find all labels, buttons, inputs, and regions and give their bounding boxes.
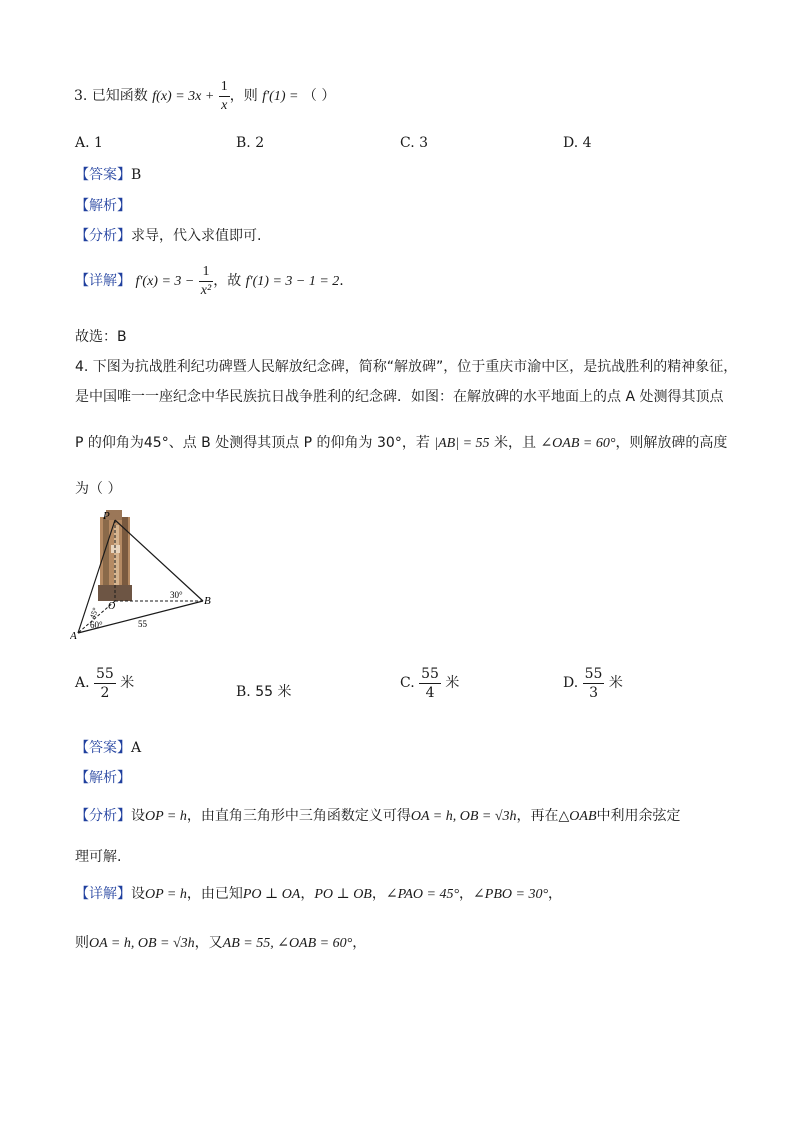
q4-detail-sep3: ， xyxy=(459,886,474,902)
q4-fenxi-a: 设 xyxy=(131,808,145,824)
q4-fenxi-tag: 【分析】 xyxy=(75,808,131,824)
q3-detail-line xyxy=(75,260,344,302)
label-angle-a: 60° xyxy=(90,620,103,630)
q4-option-d-unit: 米 xyxy=(608,675,623,691)
q3-answer-tag: 【答案】 xyxy=(75,167,131,183)
q4-option-a-unit: 米 xyxy=(120,675,135,691)
q4-stem-line2: 是中国唯一一座纪念中华民族抗日战争胜利的纪念碑．如图：在解放碑的水平地面上的点 A 处测得其顶点 xyxy=(75,389,724,405)
q3-fenxi-line xyxy=(75,225,261,245)
label-b: B xyxy=(204,595,211,607)
q4-detail-m1: OP = h xyxy=(145,887,187,902)
q4-fenxi-m3: △OAB xyxy=(558,809,597,824)
q4-option-b-text: 55 米 xyxy=(255,684,292,700)
q4-line3-ab: |AB| = 55 xyxy=(434,436,490,451)
q3-function: f(x) = 3x + xyxy=(152,89,215,104)
q4-stem-line1: 4. 下图为抗战胜利纪功碑暨人民解放纪念碑，简称“解放碑”，位于重庆市渝中区，是抗战胜利的精神象征， xyxy=(75,359,738,375)
q4-fenxi-m2: OA = h, OB = √3h xyxy=(410,809,517,824)
q3-fenxi: 求导，代入求值即可. xyxy=(131,228,262,244)
q4-line3-a: P 的仰角为45°、点 B 处测得其顶点 P 的仰角为 30°，若 xyxy=(75,435,430,451)
q4-detail-m2: PO ⊥ OA xyxy=(242,887,301,902)
q4-detail-m5: ∠PBO = 30° xyxy=(473,887,549,902)
q4-last-m2: AB = 55, ∠OAB = 60° xyxy=(222,936,353,951)
q4-figure xyxy=(70,505,220,645)
q4-option-c-fraction xyxy=(419,665,441,702)
label-angle-b: 30° xyxy=(170,590,183,600)
q3-detail-frac-den: x² xyxy=(200,282,212,298)
q3-detail-lhs: f′(x) = 3 − xyxy=(135,274,195,289)
q4-detail-sep1: ， xyxy=(300,886,315,902)
q4-detail-a: 设 xyxy=(131,886,145,902)
q3-detail-mid: ，故 xyxy=(213,273,242,289)
label-o: O xyxy=(108,601,116,612)
q3-option-d: D. 4 xyxy=(563,135,592,151)
q4-stem-line3 xyxy=(75,432,727,452)
label-angle-a2: 45° xyxy=(87,606,101,621)
q3-stem xyxy=(74,76,335,116)
q4-fenxi-line xyxy=(75,805,681,825)
q3-choose: 故选：B xyxy=(75,329,127,345)
q3-suffix: ，则 xyxy=(229,88,258,104)
q3-frac-den: x xyxy=(221,97,228,113)
q3-answer: B xyxy=(131,167,142,183)
q4-fenxi-d: 中利用余弦定 xyxy=(596,808,681,824)
q4-option-c-prefix: C. xyxy=(400,675,420,691)
monument-diagram xyxy=(70,505,220,645)
label-p: P xyxy=(103,510,110,522)
q3-answer-line xyxy=(75,164,141,184)
q4-detail-sep2: ， xyxy=(371,886,386,902)
q4-option-b-prefix: B. xyxy=(236,684,256,700)
q4-detail-sep4: ， xyxy=(548,886,563,902)
q4-option-a-prefix: A. xyxy=(75,675,95,691)
q4-detail-tag: 【详解】 xyxy=(75,886,131,902)
q4-answer: A xyxy=(131,740,142,756)
q4-option-c-unit: 米 xyxy=(445,675,460,691)
label-a: A xyxy=(70,630,77,642)
q4-option-c-den: 4 xyxy=(425,684,435,701)
q3-frac-num: 1 xyxy=(219,78,230,97)
q4-last-m1: OA = h, OB = √3h xyxy=(89,936,195,951)
q4-option-d-fraction xyxy=(583,665,605,702)
q3-ask: f′(1) = xyxy=(262,89,299,104)
q3-paren: （ ） xyxy=(302,88,336,104)
q4-line3-c: ，则解放碑的高度 xyxy=(615,435,728,451)
label-side-ab: 55 xyxy=(138,619,147,629)
q4-line3-b: 米，且 xyxy=(493,435,536,451)
q4-option-d-num: 55 xyxy=(584,665,603,682)
q4-detail-m4: ∠PAO = 45° xyxy=(385,887,460,902)
q3-number: 3. xyxy=(74,88,92,104)
q4-last-line xyxy=(75,932,366,952)
q4-fenxi-c: ，再在 xyxy=(516,808,559,824)
q3-detail-fraction xyxy=(199,263,213,300)
q3-detail-end: . xyxy=(339,273,344,289)
q4-analysis-tag: 【解析】 xyxy=(75,770,131,786)
q3-prefix: 已知函数 xyxy=(91,88,148,104)
q3-detail-tag: 【详解】 xyxy=(75,273,131,289)
q4-stem-line4: 为（ ） xyxy=(75,481,122,497)
q4-option-d-prefix: D. xyxy=(563,675,583,691)
q4-last-c: ， xyxy=(352,935,367,951)
q4-answer-line xyxy=(75,737,141,757)
q4-option-d-den: 3 xyxy=(589,684,599,701)
q4-last-b: ，又 xyxy=(194,935,223,951)
q3-detail-rhs: f′(1) = 3 − 1 = 2 xyxy=(245,274,340,289)
q4-option-c xyxy=(400,662,459,704)
q4-option-c-num: 55 xyxy=(421,665,439,682)
q4-detail-line xyxy=(75,883,562,903)
q4-option-d xyxy=(563,662,623,704)
q4-option-a-fraction xyxy=(94,665,116,702)
q4-answer-tag: 【答案】 xyxy=(75,740,131,756)
q4-option-a xyxy=(75,662,134,704)
q4-fenxi-b: ，由直角三角形中三角函数定义可得 xyxy=(186,808,411,824)
q4-option-b xyxy=(236,662,291,704)
q4-fenxi-line2: 理可解. xyxy=(75,849,122,865)
q3-fenxi-tag: 【分析】 xyxy=(75,228,131,244)
q4-detail-b: ，由已知 xyxy=(186,886,243,902)
q4-line3-angle: ∠OAB = 60° xyxy=(540,436,616,451)
q4-option-a-num: 55 xyxy=(96,665,114,682)
q4-detail-m3: PO ⊥ OB xyxy=(314,887,372,902)
q4-option-a-den: 2 xyxy=(100,684,110,701)
q3-fraction xyxy=(219,78,230,115)
q3-option-c: C. 3 xyxy=(400,135,429,151)
q3-analysis-tag: 【解析】 xyxy=(75,198,131,214)
q3-option-b: B. 2 xyxy=(236,135,265,151)
q4-fenxi-m1: OP = h xyxy=(145,809,187,824)
q4-last-a: 则 xyxy=(75,935,89,951)
q3-option-a: A. 1 xyxy=(75,135,103,151)
q3-detail-frac-num: 1 xyxy=(199,263,213,282)
